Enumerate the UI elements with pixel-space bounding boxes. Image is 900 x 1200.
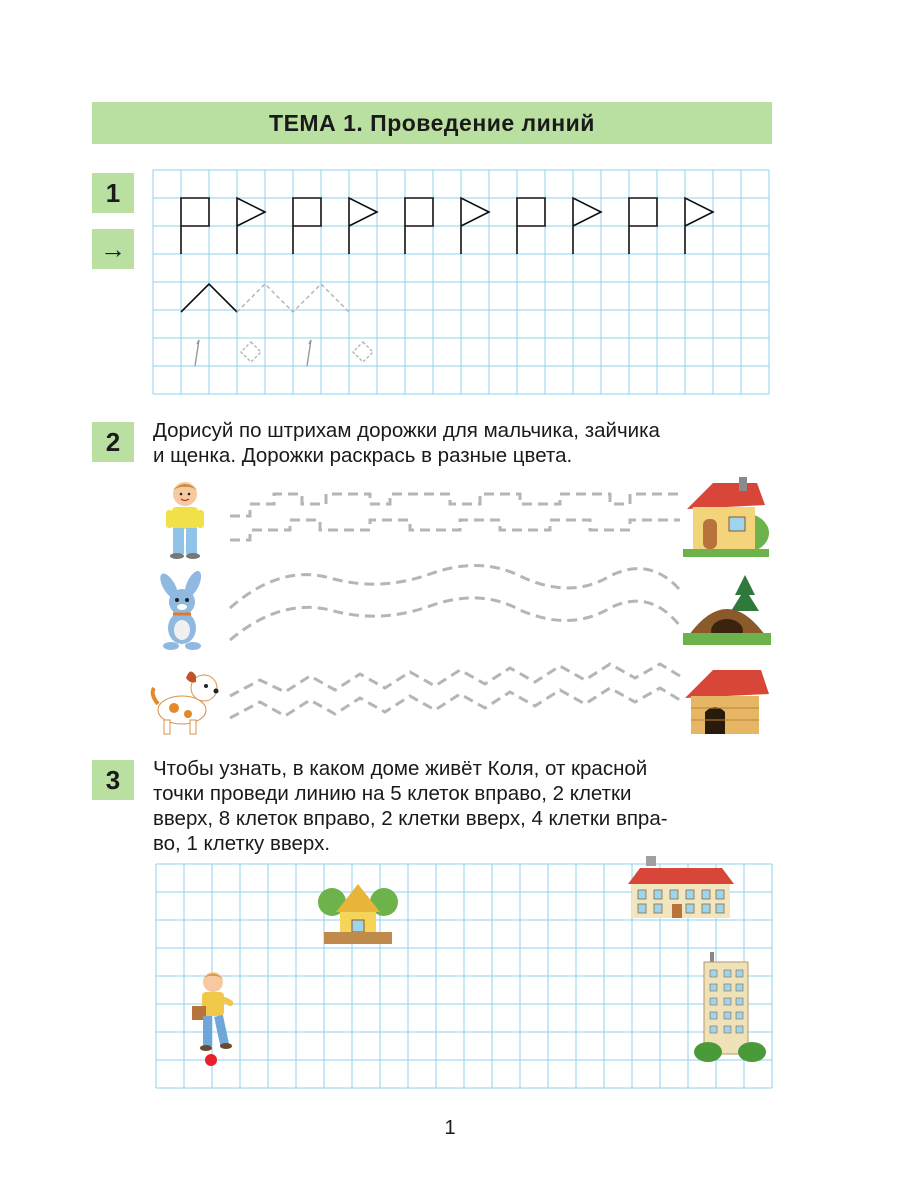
theme-title: ТЕМА 1. Проведение линий — [269, 109, 595, 136]
theme-title-bar — [92, 102, 772, 144]
task-1-number-badge: 1 — [92, 173, 134, 213]
two-storey-building-illustration — [626, 856, 736, 922]
right-arrow-icon: → — [100, 233, 126, 264]
task-2-instruction: Дорисуй по штрихам дорожки для мальчика, зайчика и щенка. Дорожки раскрась в разные цвета. — [153, 419, 660, 467]
bunny-illustration — [155, 572, 213, 652]
page-number: 1 — [444, 1117, 456, 1139]
task-3-number-badge: 3 — [92, 760, 134, 800]
tall-apartment-building-illustration — [694, 952, 768, 1064]
cottage-illustration — [318, 872, 398, 948]
burrow-illustration — [683, 575, 771, 647]
task-1-arrow-badge — [92, 229, 134, 269]
task-2-number-badge: 2 — [92, 422, 134, 462]
task-2-dashed-paths — [230, 480, 680, 740]
puppy-illustration — [148, 664, 226, 738]
kolya-boy-illustration — [188, 970, 238, 1054]
task-3-instruction: Чтобы узнать, в каком доме живёт Коля, от красной точки проведи линию на 5 клеток вправо, 2 клетки вверх, 8 клеток вправо, 2 клетки вверх, 4 клетки впра- во, 1 клетку вверх. — [153, 757, 668, 855]
red-start-dot — [204, 1053, 218, 1067]
boy-illustration — [160, 480, 210, 560]
task-1-grid — [153, 170, 773, 400]
doghouse-illustration — [683, 664, 771, 740]
red-roof-house-illustration — [683, 475, 771, 560]
